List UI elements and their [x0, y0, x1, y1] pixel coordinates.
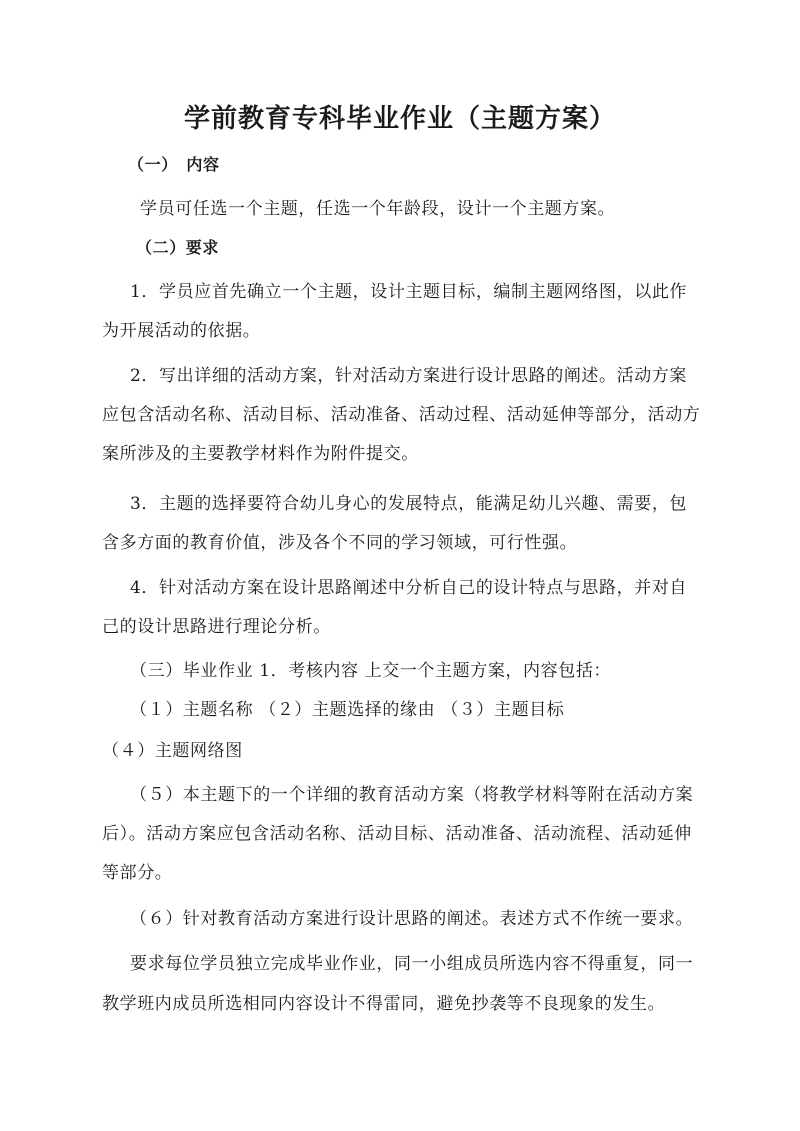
requirement-2-line-1: 2．写出详细的活动方案，针对活动方案进行设计思路的阐述。活动方案 — [130, 366, 688, 386]
requirement-3-line-2: 含多方面的教育价值，涉及各个不同的学习领域，可行性强。 — [102, 533, 578, 553]
section-content-paragraph: 学员可任选一个主题，任选一个年龄段，设计一个主题方案。 — [140, 199, 616, 219]
requirement-2-line-2: 应包含活动名称、活动目标、活动准备、活动过程、活动延伸等部分，活动方 — [102, 405, 701, 425]
final-note-line-1: 要求每位学员独立完成毕业作业，同一小组成员所选内容不得重复，同一 — [130, 954, 694, 974]
assignment-item-5-line-2: 后）。活动方案应包含活动名称、活动目标、活动准备、活动流程、活动延伸 — [102, 824, 692, 844]
requirement-4-line-1: 4．针对活动方案在设计思路阐述中分析自己的设计特点与思路，并对自 — [130, 578, 688, 598]
section-assignment-line: （三）毕业作业 1．考核内容 上交一个主题方案，内容包括： — [130, 661, 612, 681]
assignment-item-5-line-3: 等部分。 — [102, 863, 173, 883]
section-heading-requirements: （二）要求 — [136, 238, 220, 257]
requirement-1-line-2: 为开展活动的依据。 — [102, 321, 261, 341]
requirement-2-line-3: 案所涉及的主要教学材料作为附件提交。 — [102, 444, 419, 464]
assignment-items-line-1: （１）主题名称 （２）主题选择的缘由 （３）主题目标 — [130, 700, 565, 720]
assignment-items-line-2: （４）主题网络图 — [102, 741, 243, 761]
assignment-item-5-line-1: （５）本主题下的一个详细的教育活动方案（将教学材料等附在活动方案 — [130, 785, 694, 805]
section-heading-content: （一） 内容 — [128, 155, 220, 174]
requirement-1-line-1: 1．学员应首先确立一个主题，设计主题目标，编制主题网络图，以此作 — [130, 282, 688, 302]
final-note-line-2: 教学班内成员所选相同内容设计不得雷同，避免抄袭等不良现象的发生。 — [102, 994, 666, 1014]
document-title: 学前教育专科毕业作业（主题方案） — [183, 104, 616, 134]
requirement-4-line-2: 己的设计思路进行理论分析。 — [102, 617, 331, 637]
requirement-3-line-1: 3．主题的选择要符合幼儿身心的发展特点，能满足幼儿兴趣、需要，包 — [130, 494, 688, 514]
assignment-item-6-line: （６）针对教育活动方案进行设计思路的阐述。表述方式不作统一要求。 — [130, 909, 694, 929]
